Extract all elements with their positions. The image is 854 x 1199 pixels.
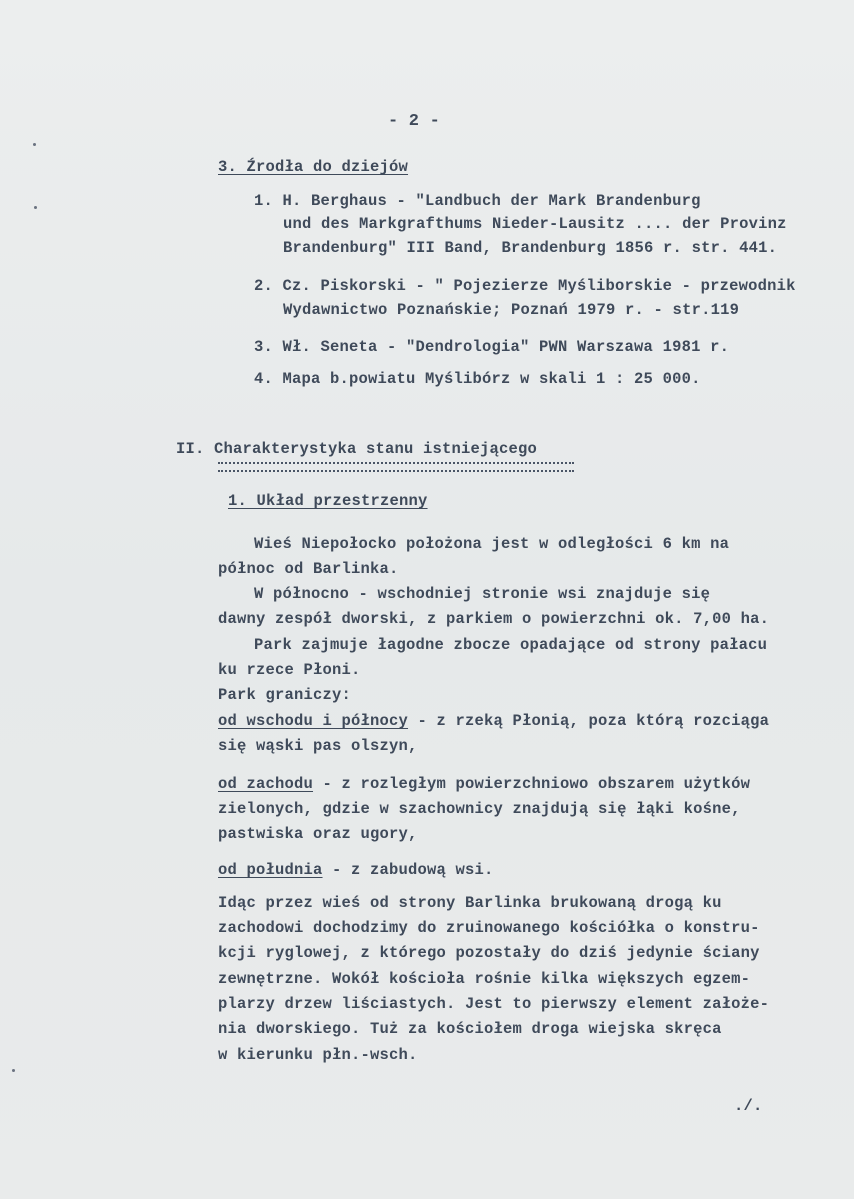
border-west-cont-2: pastwiska oraz ugory,: [218, 825, 418, 843]
para5-line-3: kcji ryglowej, z którego pozostały do dziś jedynie ściany: [218, 944, 760, 962]
para5-line-6: nia dworskiego. Tuż za kościołem droga wiejska skręca: [218, 1020, 722, 1038]
para5-line-4: zewnętrzne. Wokół kościoła rośnie kilka większych egzem-: [218, 970, 751, 988]
continuation-mark: ./.: [734, 1097, 763, 1115]
source-2-line-2: Wydawnictwo Poznańskie; Poznań 1979 r. - str.119: [283, 301, 740, 319]
scan-speck: [34, 206, 37, 209]
border-east-text: - z rzeką Płonią, poza którą rozciąga: [408, 712, 770, 730]
border-south-line: [218, 861, 494, 879]
border-west-label: od zachodu: [218, 775, 314, 793]
para4: Park graniczy:: [218, 686, 352, 704]
scan-speck: [33, 143, 36, 146]
section-II-title: II. Charakterystyka stanu istniejącego: [176, 440, 538, 458]
border-west-text: - z rozległym powierzchniowo obszarem użytków: [313, 775, 751, 793]
border-east-cont: się wąski pas olszyn,: [218, 737, 418, 755]
para2-line-1: W północno - wschodniej stronie wsi znajduje się: [254, 585, 711, 603]
border-west-line: [218, 775, 750, 793]
para3-line-2: ku rzece Płoni.: [218, 661, 361, 679]
source-3: 3. Wł. Seneta - "Dendrologia" PWN Warszawa 1981 r.: [254, 338, 730, 356]
source-1-line-3: Brandenburg" III Band, Brandenburg 1856 r. str. 441.: [283, 239, 778, 257]
source-1-line-2: und des Markgrafthums Nieder-Lausitz .... der Provinz: [283, 215, 787, 233]
subsection-title: [228, 492, 428, 510]
subsection-title-text: 1. Układ przestrzenny: [228, 492, 428, 510]
border-east-line: [218, 712, 769, 730]
source-4: 4. Mapa b.powiatu Myślibórz w skali 1 : 25 000.: [254, 370, 701, 388]
border-south-label: od południa: [218, 861, 323, 879]
scan-speck: [12, 1069, 15, 1072]
para3-line-1: Park zajmuje łagodne zbocze opadające od strony pałacu: [254, 636, 768, 654]
para1-line-1: Wieś Niepołocko położona jest w odległości 6 km na: [254, 535, 730, 553]
para2-line-2: dawny zespół dworski, z parkiem o powierzchni ok. 7,00 ha.: [218, 610, 770, 628]
para5-line-7: w kierunku płn.-wsch.: [218, 1046, 418, 1064]
para1-line-2: północ od Barlinka.: [218, 560, 399, 578]
para5-line-2: zachodowi dochodzimy do zruinowanego kościółka o konstru-: [218, 919, 760, 937]
border-west-cont-1: zielonych, gdzie w szachownicy znajdują się łąki kośne,: [218, 800, 741, 818]
source-1-line-1: 1. H. Berghaus - "Landbuch der Mark Brandenburg: [254, 192, 701, 210]
para5-line-5: plarzy drzew liściastych. Jest to pierwszy element założe-: [218, 995, 770, 1013]
section-3-title: 3. Źrodła do dziejów: [218, 158, 409, 176]
source-2-line-1: 2. Cz. Piskorski - " Pojezierze Myśliborskie - przewodnik: [254, 277, 796, 295]
para5-line-1: Idąc przez wieś od strony Barlinka brukowaną drogą ku: [218, 894, 722, 912]
border-south-text: - z zabudową wsi.: [322, 861, 494, 879]
page-number: - 2 -: [388, 112, 441, 131]
double-underline: [218, 462, 574, 472]
border-east-label: od wschodu i północy: [218, 712, 409, 730]
